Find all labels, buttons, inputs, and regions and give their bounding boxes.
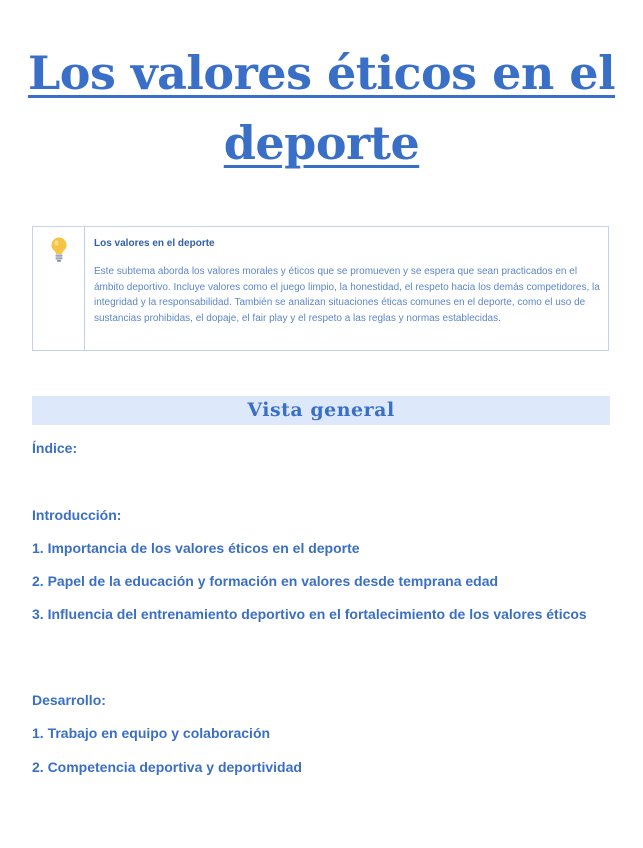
- callout-box: [32, 226, 609, 351]
- page-title: Los valores éticos en el deporte: [27, 46, 616, 170]
- toc-intro-item: 3. Influencia del entrenamiento deportivo en el fortalecimiento de los valores éticos: [32, 606, 587, 622]
- section-heading-band: [32, 396, 610, 425]
- callout-icon-column: [33, 227, 85, 350]
- toc-development-heading: Desarrollo:: [32, 692, 106, 708]
- toc-label: Índice:: [32, 440, 78, 456]
- toc-intro-item: 1. Importancia de los valores éticos en el deporte: [32, 540, 360, 556]
- callout-text: Este subtema aborda los valores morales y éticos que se promueven y se espera que sean practicados en el ámbito deportivo. Incluye valores como el juego limpio, la honestidad, el respeto hacia los demás competidores, la integridad y la responsabilidad. También se analizan situaciones éticas comunes en el deporte, como el uso de sustancias prohibidas, el dopaje, el fair play y el respeto a las reglas y normas establecidas.: [94, 266, 600, 324]
- callout-body: [94, 237, 600, 326]
- lightbulb-icon: [50, 237, 68, 263]
- section-heading: Vista general: [247, 399, 395, 421]
- toc-intro-item: 2. Papel de la educación y formación en valores desde temprana edad: [32, 573, 499, 589]
- toc-development-item: 1. Trabajo en equipo y colaboración: [32, 725, 271, 741]
- callout-heading: Los valores en el deporte: [94, 238, 215, 249]
- toc-intro-heading: Introducción:: [32, 507, 122, 523]
- toc-development-item: 2. Competencia deportiva y deportividad: [32, 759, 302, 775]
